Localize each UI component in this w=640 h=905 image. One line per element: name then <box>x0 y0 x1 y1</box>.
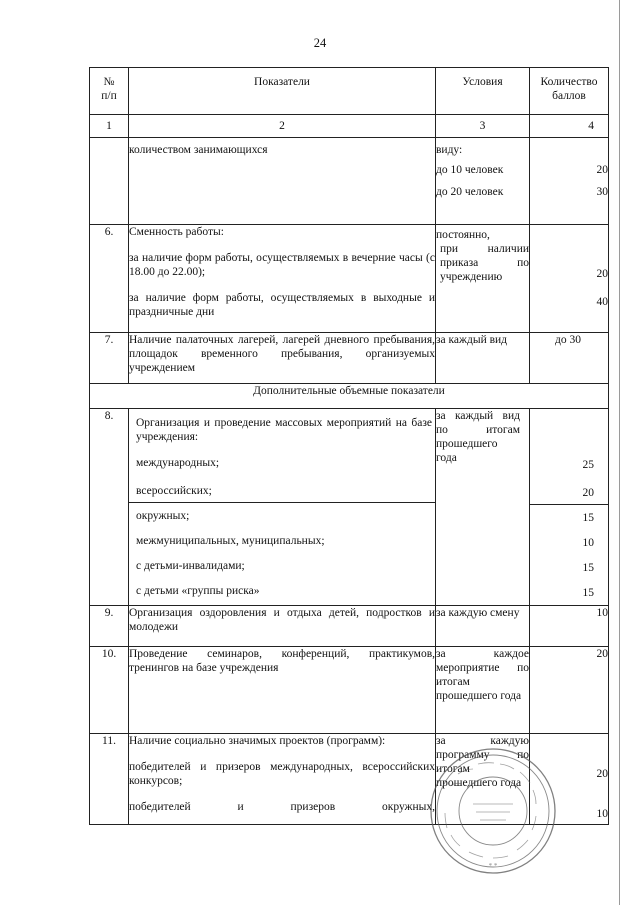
table-row <box>90 409 609 606</box>
col-number: 3 <box>436 115 530 138</box>
row-condition: за каждую смену <box>436 606 530 647</box>
row-item-label: победителей и призеров международных, всероссийских конкурсов; <box>129 761 435 787</box>
table-header-row <box>90 68 609 115</box>
col-number: 4 <box>530 115 609 138</box>
row-condition: за каждый вид <box>436 333 530 384</box>
row-item-label: до 20 человек <box>436 186 504 198</box>
row-item-label: международных; <box>136 457 220 469</box>
row-title: Организация и проведение массовых мероприятий на базе учреждения: <box>136 417 432 443</box>
row-item-label: окружных; <box>136 510 190 522</box>
col-number: 2 <box>129 115 436 138</box>
section-row <box>90 384 609 409</box>
row-item-label: всероссийских; <box>136 485 212 497</box>
table-row <box>90 138 609 225</box>
row-condition: за каждую программу по итогам прошедшего года <box>436 734 530 825</box>
row-item-label: за наличие форм работы, осуществляемых в вечерние часы (с 18.00 до 22.00); <box>129 252 435 278</box>
row-condition: за каждое мероприятие по итогам прошедшего года <box>436 647 530 734</box>
row-item-label: с детьми-инвалидами; <box>136 560 245 572</box>
table-row <box>90 333 609 384</box>
row-number: 8. <box>90 409 129 606</box>
row-number: 10. <box>90 647 129 734</box>
section-title: Дополнительные объемные показатели <box>90 384 609 409</box>
row-item-label: за наличие форм работы, осуществляемых в выходные и праздничные дни <box>129 292 435 318</box>
page-number: 24 <box>313 36 327 50</box>
row-number: 6. <box>90 225 129 333</box>
table-row <box>90 606 609 647</box>
row-text: Организация оздоровления и отдыха детей, подростков и молодежи <box>129 606 436 647</box>
row-points: 20 <box>596 164 608 176</box>
row-points: 15 <box>582 512 594 524</box>
row-number: 9. <box>90 606 129 647</box>
row-points: 40 <box>596 296 608 308</box>
scan-edge-line <box>619 0 620 905</box>
row-item-label: до 10 человек <box>436 164 504 176</box>
row-points: 15 <box>582 587 594 599</box>
row-text: Наличие палаточных лагерей, лагерей дневного пребывания, площадок временного пребывания, организуемых учреждением <box>129 333 436 384</box>
row-item-label: с детьми «группы риска» <box>136 585 260 597</box>
row-text: количеством занимающихся <box>129 144 268 156</box>
row-points: 20 <box>596 768 608 780</box>
row-condition: виду: <box>436 144 463 156</box>
row-condition: за каждый вид по итогам прошедшего года <box>436 410 520 464</box>
table-row <box>90 225 609 333</box>
row-points: 25 <box>582 459 594 471</box>
header-points: Количество баллов <box>530 68 609 115</box>
row-points: 10 <box>596 808 608 820</box>
row-points: 20 <box>596 268 608 280</box>
header-num: № п/п <box>90 68 129 115</box>
row-title: Наличие социально значимых проектов (программ): <box>129 735 386 747</box>
indicators-table <box>89 67 609 825</box>
row-points: 20 <box>582 487 594 499</box>
row-points: 15 <box>582 562 594 574</box>
header-conditions: Условия <box>436 68 530 115</box>
table-row <box>90 647 609 734</box>
table-row <box>90 734 609 825</box>
row-title: Сменность работы: <box>129 226 224 238</box>
row-text: Проведение семинаров, конференций, практикумов, тренингов на базе учреждения <box>129 647 436 734</box>
row-points: 30 <box>596 186 608 198</box>
row-number: 7. <box>90 333 129 384</box>
row-points: до 30 <box>530 333 609 384</box>
row-condition: постоянно, <box>436 229 490 241</box>
column-numbers-row <box>90 115 609 138</box>
row-number: 11. <box>90 734 129 825</box>
svg-text:* *: * * <box>488 862 498 870</box>
col-number: 1 <box>90 115 129 138</box>
row-points: 20 <box>530 647 609 734</box>
row-item-label: победителей и призеров окружных, <box>129 801 435 813</box>
row-condition: при наличии приказа по учреждению <box>440 243 529 283</box>
row-points: 10 <box>530 606 609 647</box>
row-item-label: межмуниципальных, муниципальных; <box>136 535 325 547</box>
row-points: 10 <box>582 537 594 549</box>
header-indicators: Показатели <box>129 68 436 115</box>
